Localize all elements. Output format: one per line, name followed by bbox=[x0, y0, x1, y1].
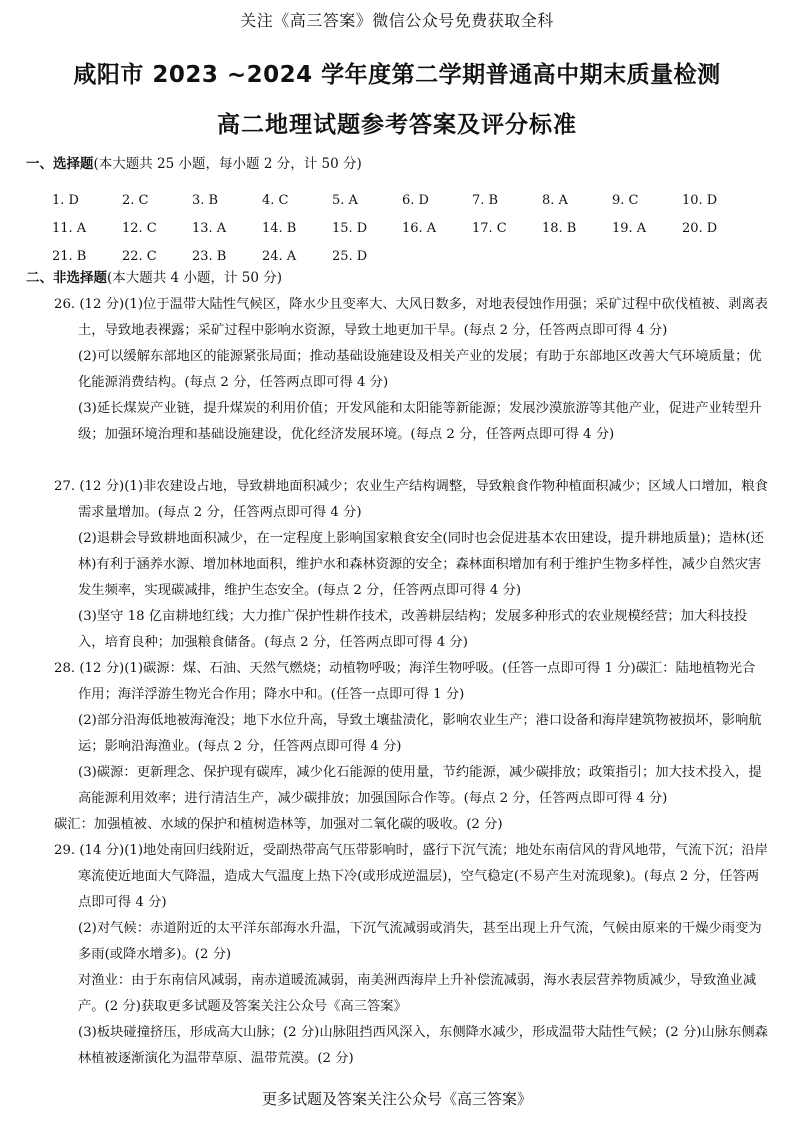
answer-item: 25. D bbox=[332, 248, 368, 264]
answer-item: 8. A bbox=[542, 192, 568, 208]
question-29 bbox=[54, 838, 768, 1072]
q28-part4: 碳汇：加强植被、水域的保护和植树造林等，加强对二氧化碳的吸收。(2 分) bbox=[54, 817, 503, 832]
answer-item: 9. C bbox=[612, 192, 639, 208]
answer-item: 3. B bbox=[192, 192, 219, 208]
q29-part4: (3)板块碰撞挤压，形成高大山脉；(2 分)山脉阻挡西风深入，东侧降水减少，形成温带大陆性气候；(2 分)山脉东侧森林植被逐渐演化为温带草原、温带荒漠。(2 分) bbox=[78, 1025, 768, 1066]
answer-item: 12. C bbox=[122, 220, 157, 236]
q27-part2: (2)退耕会导致耕地面积减少，在一定程度上影响国家粮食安全(同时也会促进基本农田建设，提升耕地质量)；造林(还林)有利于涵养水源、增加林地面积，维护水和森林资源的安全；森林面积增加有利于维护生物多样性，减少自然灾害发生频率，实现碳减排，维护生态安全。(每点 2 分，任答两点即可得 4 分) bbox=[78, 531, 764, 598]
q27-part3: (3)坚守 18 亿亩耕地红线；大力推广保护性耕作技术，改善耕层结构；发展多种形式的农业规模经营；加大科技投入，培育良种；加强粮食储备。(每点 2 分，任答两点即可得 4 分) bbox=[78, 609, 748, 650]
q28-part2: (2)部分沿海低地被海淹没；地下水位升高，导致土壤盐渍化，影响农业生产；港口设备和海岸建筑物被损坏，影响航运；影响沿海渔业。(每点 2 分，任答两点即可得 4 分) bbox=[78, 713, 762, 754]
section2-heading bbox=[26, 266, 282, 286]
question-26 bbox=[54, 292, 768, 448]
answer-key-title: 高二地理试题参考答案及评分标准 bbox=[217, 112, 577, 138]
q26-part2: (2)可以缓解东部地区的能源紧张局面；推动基础设施建设及相关产业的发展；有助于东部地区改善大气环境质量；优化能源消费结构。(每点 2 分，任答两点即可得 4 分) bbox=[78, 349, 762, 390]
answer-row bbox=[52, 186, 772, 214]
exam-title: 咸阳市 2023 ~2024 学年度第二学期普通高中期末质量检测 bbox=[73, 62, 721, 88]
answer-item: 18. B bbox=[542, 220, 577, 236]
top-banner: 关注《高三答案》微信公众号免费获取全科 bbox=[240, 11, 554, 30]
section2-heading-label: 二、非选择题 bbox=[26, 270, 107, 286]
q29-part2: (2)对气候：赤道附近的太平洋东部海水升温，下沉气流减弱或消失，甚至出现上升气流，气候由原来的干燥少雨变为多雨(或降水增多)。(2 分) bbox=[78, 921, 762, 962]
answer-item: 16. A bbox=[402, 220, 437, 236]
answer-item: 23. B bbox=[192, 248, 227, 264]
answer-item: 1. D bbox=[52, 192, 79, 208]
answer-row bbox=[52, 214, 772, 242]
answer-item: 19. A bbox=[612, 220, 647, 236]
question-28 bbox=[54, 656, 768, 838]
q27-part1: 27. (12 分)(1)非农建设占地，导致耕地面积减少；农业生产结构调整，导致粮食作物种植面积减少；区域人口增加，粮食需求量增加。(每点 2 分，任答两点即可得 4 分) bbox=[54, 479, 768, 520]
question-27 bbox=[54, 474, 768, 656]
answer-item: 22. C bbox=[122, 248, 157, 264]
q29-part3: 对渔业：由于东南信风减弱，南赤道暖流减弱，南美洲西海岸上升补偿流减弱，海水表层营养物质减少，导致渔业减产。(2 分)获取更多试题及答案关注公众号《高三答案》 bbox=[78, 973, 757, 1014]
section1-heading bbox=[26, 152, 362, 172]
choice-answers bbox=[52, 186, 772, 270]
section1-heading-note: (本大题共 25 小题，每小题 2 分，计 50 分) bbox=[93, 156, 362, 172]
answer-item: 7. B bbox=[472, 192, 499, 208]
answer-item: 17. C bbox=[472, 220, 507, 236]
answer-item: 5. A bbox=[332, 192, 358, 208]
answer-item: 21. B bbox=[52, 248, 87, 264]
answer-item: 6. D bbox=[402, 192, 429, 208]
bottom-banner: 更多试题及答案关注公众号《高三答案》 bbox=[261, 1090, 532, 1108]
q26-part3: (3)延长煤炭产业链，提升煤炭的利用价值；开发风能和太阳能等新能源；发展沙漠旅游等其他产业，促进产业转型升级；加强环境治理和基础设施建设，优化经济发展环境。(每点 2 分，任答两点即可得 4 分) bbox=[78, 401, 762, 442]
answer-item: 20. D bbox=[682, 220, 718, 236]
section1-heading-label: 一、选择题 bbox=[26, 156, 94, 172]
answer-item: 24. A bbox=[262, 248, 297, 264]
answer-item: 2. C bbox=[122, 192, 149, 208]
q28-part3: (3)碳源：更新理念、保护现有碳库，减少化石能源的使用量，节约能源，减少碳排放；政策指引；加大技术投入，提高能源利用效率；进行清洁生产，减少碳排放；加强国际合作等。(每点 2 分，任答两点即可得 4 分) bbox=[78, 765, 762, 806]
q29-part1: 29. (14 分)(1)地处南回归线附近，受副热带高气压带影响时，盛行下沉气流；地处东南信风的背风地带，气流下沉；沿岸寒流使近地面大气降温，造成大气温度上热下冷(或形成逆温层)，空气稳定(不易产生对流现象)。(每点 2 分，任答两点即可得 4 分) bbox=[54, 843, 768, 910]
q26-part1: 26. (12 分)(1)位于温带大陆性气候区，降水少且变率大、大风日数多，对地表侵蚀作用强；采矿过程中砍伐植被、剥离表土，导致地表裸露；采矿过程中影响水资源，导致土地更加干旱。(每点 2 分，任答两点即可得 4 分) bbox=[54, 297, 768, 338]
q28-part1: 28. (12 分)(1)碳源：煤、石油、天然气燃烧；动植物呼吸；海洋生物呼吸。(任答一点即可得 1 分)碳汇：陆地植物光合作用；海洋浮游生物光合作用；降水中和。(任答一点即可得 1 分) bbox=[54, 661, 756, 702]
answer-item: 15. D bbox=[332, 220, 368, 236]
answer-item: 14. B bbox=[262, 220, 297, 236]
answer-item: 13. A bbox=[192, 220, 227, 236]
answer-item: 10. D bbox=[682, 192, 718, 208]
answer-item: 4. C bbox=[262, 192, 289, 208]
section2-heading-note: (本大题共 4 小题，计 50 分) bbox=[107, 270, 282, 286]
answer-item: 11. A bbox=[52, 220, 87, 236]
